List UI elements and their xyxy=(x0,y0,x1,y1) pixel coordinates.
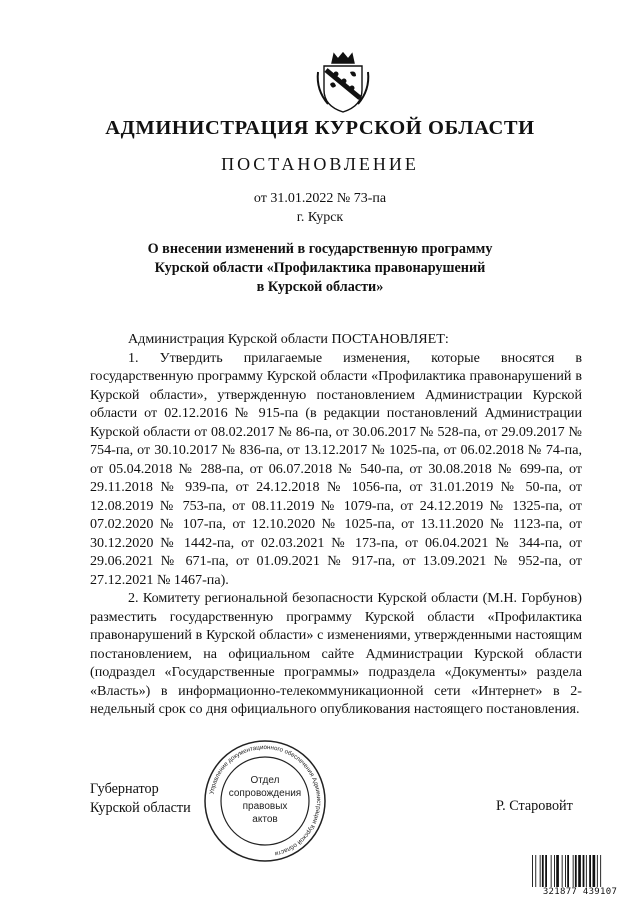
position-line: Курской области xyxy=(90,799,191,816)
stamp-text-line: Отдел xyxy=(250,775,280,786)
stamp-text-line: правовых xyxy=(242,801,288,812)
official-stamp xyxy=(200,738,330,864)
body-item-1: 1. Утвердить прилагаемые изменения, которые вносятся в государственную программу Курской области «Профилактика правонарушений в Курской области», утвержденную постановлением Администрации Курской области от 02.12.2016 № 915-па (в редакции постановлений Администрации Курской области от 08.02.2017 № 86-па, от 30.06.2017 № 528-па, от 29.09.2017 № 754-па, от 30.10.2017 № 836-па, от 13.12.2017 № 1025-па, от 06.02.2018 № 74-па, от 05.04.2018 № 288-па, от 06.07.2018 № 540-па, от 30.08.2018 № 699-па, от 29.11.2018 № 939-па, от 24.12.2018 № 1056-па, от 31.01.2019 № 50-па, от 12.08.2019 № 753-па, от 08.11.2019 № 1079-па, от 24.12.2019 № 1325-па, от 07.02.2020 № 107-па, от 12.10.2020 № 1025-па, от 13.11.2020 № 1123-па, от 30.12.2020 № 1442-па, от 02.03.2021 № 173-па, от 06.04.2021 № 344-па, от 29.06.2021 № 671-па, от 01.09.2021 № 917-па, от 13.09.2021 № 952-па, от 27.12.2021 № 1467-па). xyxy=(90,349,582,588)
barcode-bar xyxy=(554,855,555,887)
stamp-text-line: актов xyxy=(252,814,278,825)
stamp-text-line: сопровождения xyxy=(228,788,302,799)
agency-name: АДМИНИСТРАЦИЯ КУРСКОЙ ОБЛАСТИ xyxy=(105,117,535,139)
barcode-bar xyxy=(586,855,587,887)
barcode-number: 321877 439107 xyxy=(530,887,630,897)
barcode-bar xyxy=(573,855,574,887)
barcode-bar xyxy=(593,855,596,887)
barcode-bar xyxy=(540,855,541,887)
barcode-bar xyxy=(589,855,591,887)
barcode-bar xyxy=(556,855,559,887)
title-line: в Курской области» xyxy=(256,279,384,295)
barcode-bar xyxy=(565,855,566,887)
document-title xyxy=(100,240,540,297)
signatory-name: Р. Старовойт xyxy=(496,798,573,814)
document-city: г. Курск xyxy=(296,210,344,225)
stamp-ring-text: Управление документационного обеспечения Администрации Курской области xyxy=(208,743,323,858)
body-item-2: 2. Комитету региональной безопасности Курской области (М.Н. Горбунов) разместить государственную программу Курской области «Профилактика правонарушений в Курской области» с изменениями, утвержденными настоящим постановлением, на официальном сайте Администрации Курской области (подраздел «Государственные программы» подраздела «Документы» раздела «Власть») в информационно-телекоммуникационной сети «Интернет» в 2-недельный срок со дня официального опубликования настоящего постановления. xyxy=(90,590,582,717)
barcode-bar xyxy=(575,855,577,887)
barcode-bar xyxy=(542,855,544,887)
title-line: О внесении изменений в государственную программу xyxy=(147,241,493,257)
barcode-bar xyxy=(567,855,569,887)
document-date-number: от 31.01.2022 № 73-па xyxy=(253,191,387,206)
barcode-bar xyxy=(532,855,533,887)
barcode-bar xyxy=(600,855,601,887)
barcode-bar xyxy=(551,855,552,887)
position-line: Губернатор xyxy=(90,781,159,797)
barcode-bar xyxy=(578,855,581,887)
body-intro: Администрация Курской области ПОСТАНОВЛЯЕТ: xyxy=(128,331,449,347)
barcode-bar xyxy=(562,855,563,887)
barcode-bar xyxy=(535,855,536,887)
document-body xyxy=(90,330,582,719)
signatory-position xyxy=(90,780,191,817)
barcode-bar xyxy=(597,855,598,887)
document-type: ПОСТАНОВЛЕНИЕ xyxy=(221,154,419,174)
barcode-bar xyxy=(545,855,547,887)
title-line: Курской области «Профилактика правонарушений xyxy=(154,260,486,276)
barcode-bar xyxy=(583,855,585,887)
coat-of-arms-icon xyxy=(314,50,372,116)
